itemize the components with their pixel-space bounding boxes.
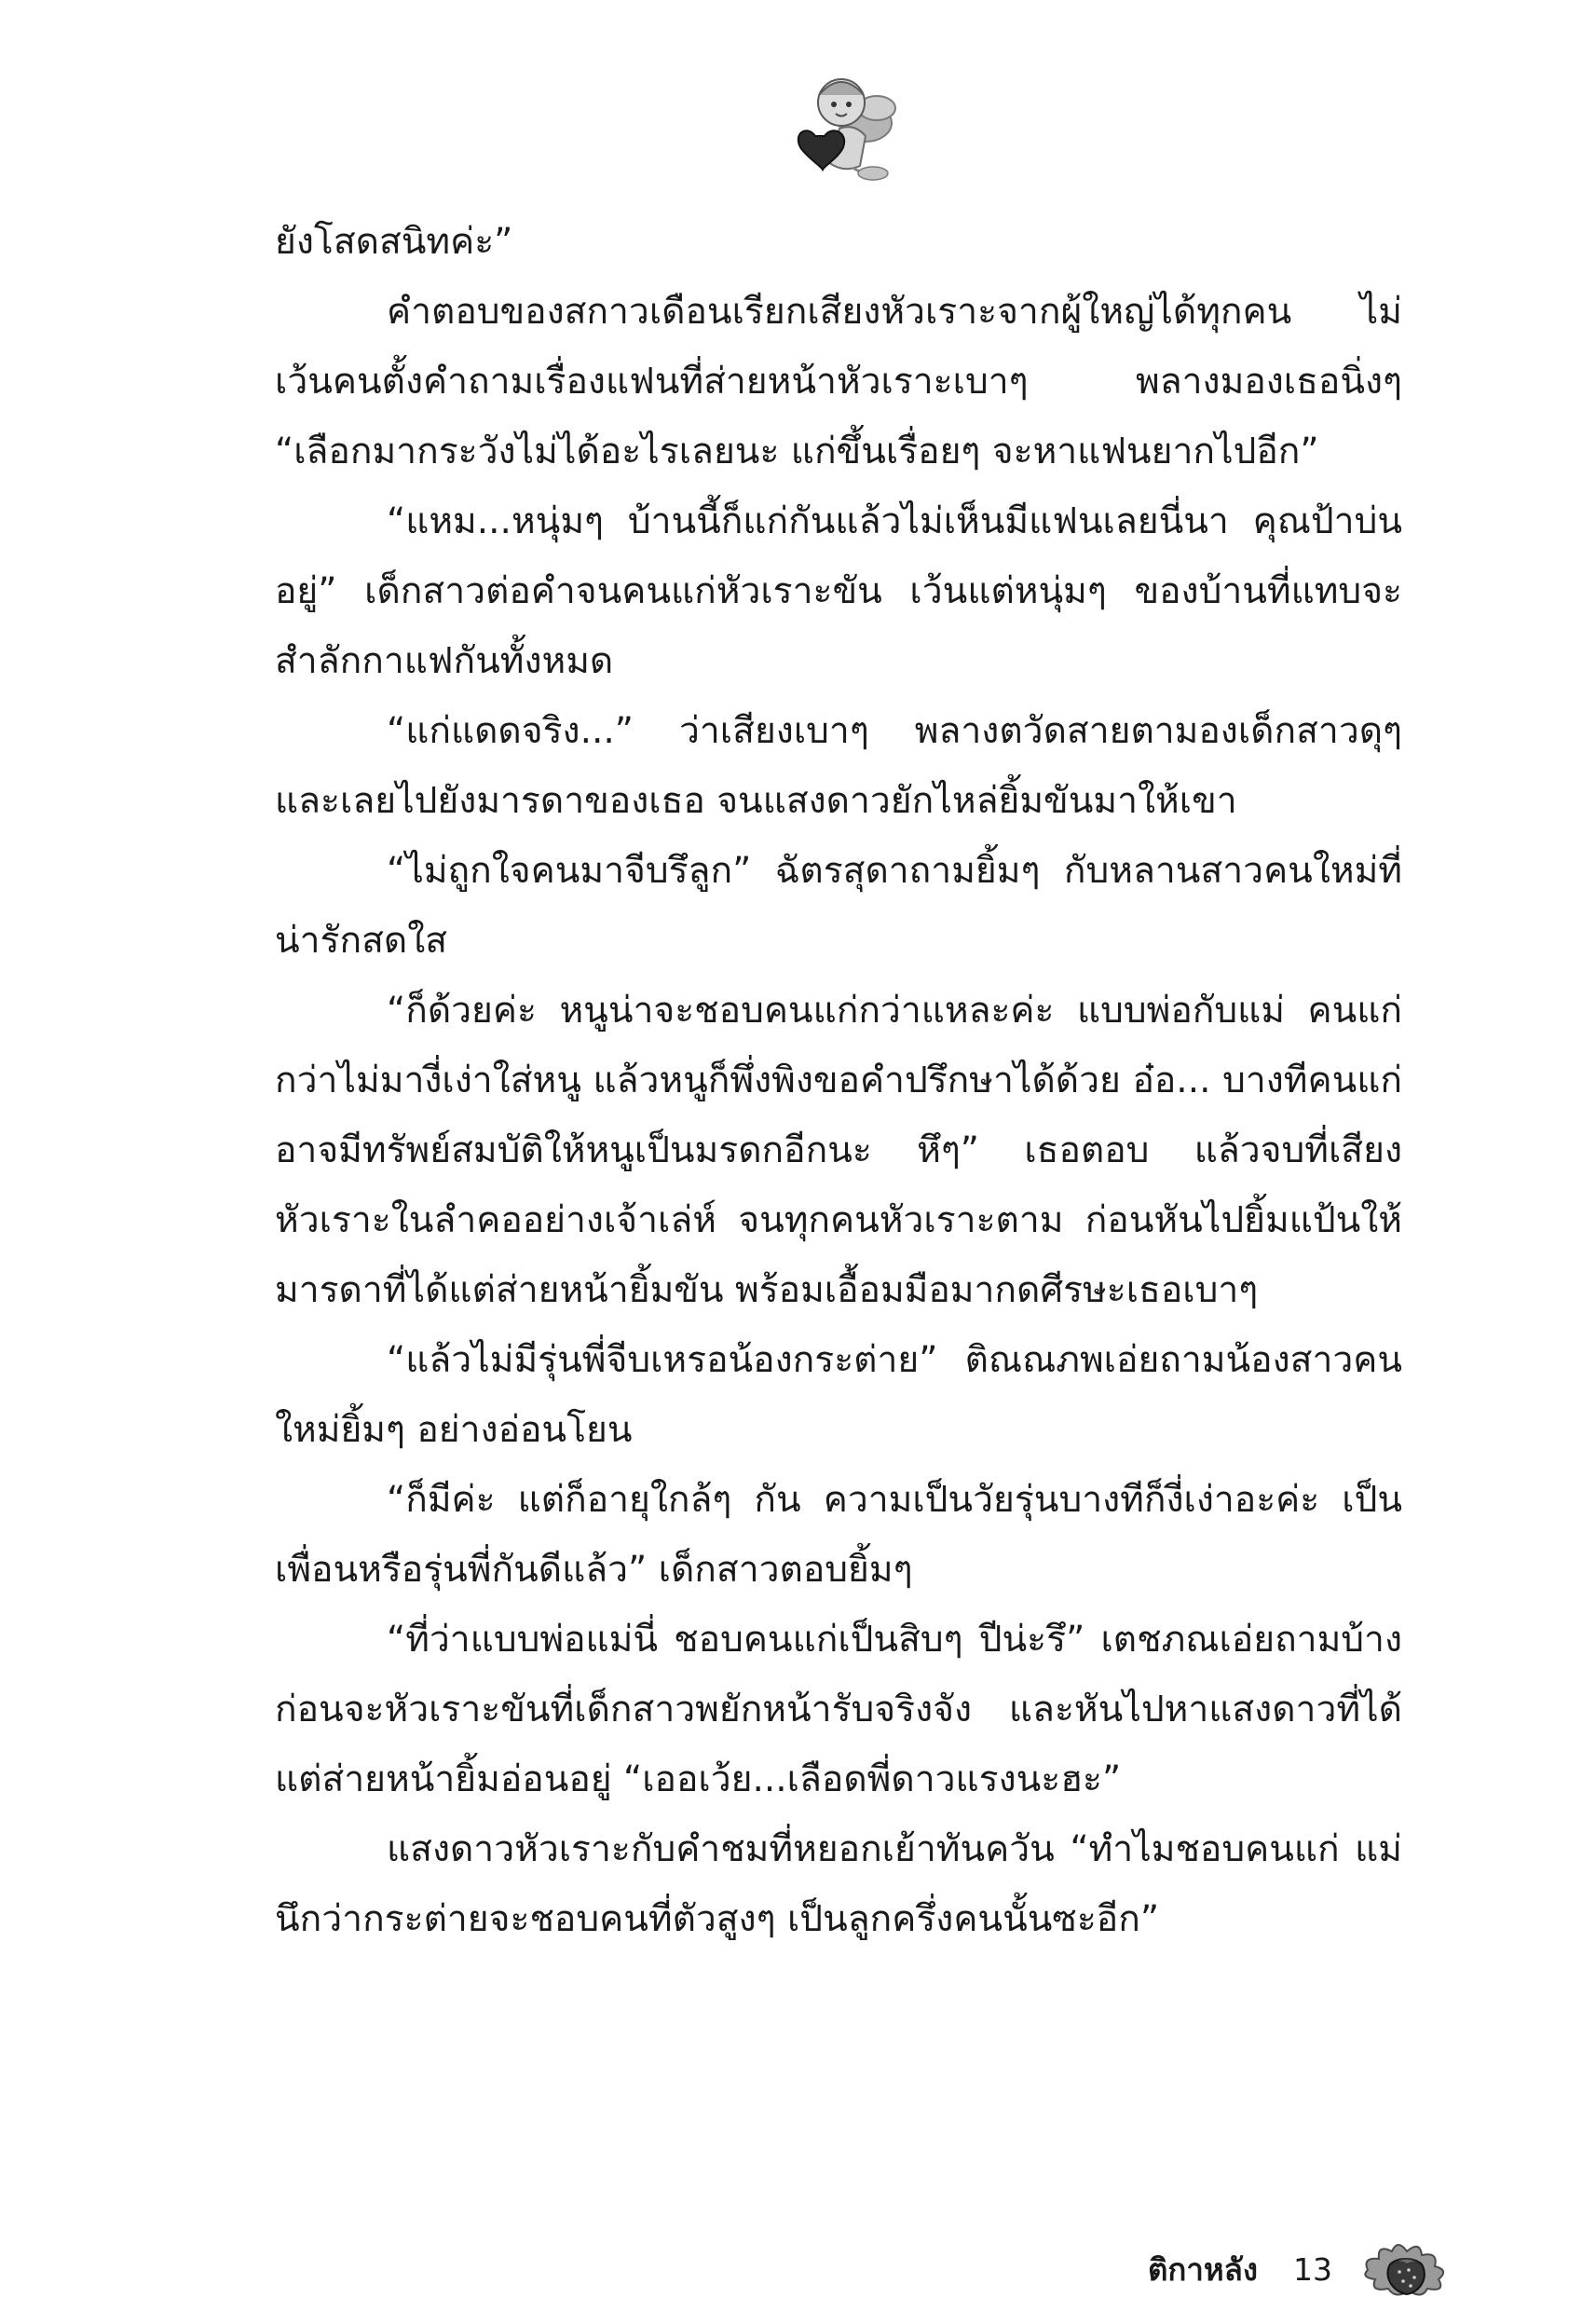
paragraph: คำตอบของสกาวเดือนเรียกเสียงหัวเราะจากผู้ใหญ่ได้ทุกคน ไม่เว้นคนตั้งคำถามเรื่องแฟนที่ส่ายหน้าหัวเราะเบาๆ พลางมองเธอนิ่งๆ “เลือกมากระวังไม่ได้อะไรเลยนะ แก่ขึ้นเรื่อยๆ จะหาแฟนยากไปอีก” bbox=[275, 291, 1402, 472]
paragraph: “ก็มีค่ะ แต่ก็อายุใกล้ๆ กัน ความเป็นวัยรุ่นบางทีก็งี่เง่าอะค่ะ เป็นเพื่อนหรือรุ่นพี่กันดีแล้ว” เด็กสาวตอบยิ้มๆ bbox=[275, 1479, 1402, 1591]
paragraph: ยังโสดสนิทค่ะ” bbox=[275, 221, 513, 263]
book-title: ติกาหลัง bbox=[1147, 2250, 1258, 2288]
page-footer bbox=[1062, 2236, 1453, 2302]
page-number: 13 bbox=[1293, 2250, 1332, 2288]
strawberry-icon bbox=[1360, 2236, 1453, 2302]
paragraph: แสงดาวหัวเราะกับคำชมที่หยอกเย้าทันควัน “ทำไมชอบคนแก่ แม่นึกว่ากระต่ายจะชอบคนที่ตัวสูงๆ เป็นลูกครึ่งคนนั้นซะอีก” bbox=[275, 1828, 1402, 1940]
story-text bbox=[275, 207, 1402, 1954]
paragraph: “ก็ด้วยค่ะ หนูน่าจะชอบคนแก่กว่าแหละค่ะ แบบพ่อกับแม่ คนแก่กว่าไม่มางี่เง่าใส่หนู แล้วหนูก็พึ่งพิงขอคำปรึกษาได้ด้วย อ๋อ... บางทีคนแก่อาจมีทรัพย์สมบัติให้หนูเป็นมรดกอีกนะ หึๆ” เธอตอบ แล้วจบที่เสียงหัวเราะในลำคออย่างเจ้าเล่ห์ จนทุกคนหัวเราะตาม ก่อนหันไปยิ้มแป้นให้มารดาที่ได้แต่ส่ายหน้ายิ้มขัน พร้อมเอื้อมมือมากดศีรษะเธอเบาๆ bbox=[275, 990, 1402, 1311]
cupid-angel-holding-heart-icon bbox=[787, 63, 899, 185]
paragraph: “ไม่ถูกใจคนมาจีบรึลูก” ฉัตรสุดาถามยิ้มๆ กับหลานสาวคนใหม่ที่น่ารักสดใส bbox=[275, 850, 1402, 962]
paragraph: “แหม...หนุ่มๆ บ้านนี้ก็แก่กันแล้วไม่เห็นมีแฟนเลยนี่นา คุณป้าบ่นอยู่” เด็กสาวต่อคำจนคนแก่หัวเราะขัน เว้นแต่หนุ่มๆ ของบ้านที่แทบจะสำลักกาแฟกันทั้งหมด bbox=[275, 500, 1402, 682]
paragraph: “แก่แดดจริง...” ว่าเสียงเบาๆ พลางตวัดสายตามองเด็กสาวดุๆ และเลยไปยังมารดาของเธอ จนแสงดาวยักไหล่ยิ้มขันมาให้เขา bbox=[275, 710, 1402, 822]
paragraph: “ที่ว่าแบบพ่อแม่นี่ ชอบคนแก่เป็นสิบๆ ปีน่ะรึ” เตชภณเอ่ยถามบ้าง ก่อนจะหัวเราะขันที่เด็กสาวพยักหน้ารับจริงจัง และหันไปหาแสงดาวที่ได้แต่ส่ายหน้ายิ้มอ่อนอยู่ “เออเว้ย...เลือดพี่ดาวแรงนะฮะ” bbox=[275, 1619, 1402, 1800]
paragraph: “แล้วไม่มีรุ่นพี่จีบเหรอน้องกระต่าย” ติณณภพเอ่ยถามน้องสาวคนใหม่ยิ้มๆ อย่างอ่อนโยน bbox=[275, 1339, 1402, 1451]
